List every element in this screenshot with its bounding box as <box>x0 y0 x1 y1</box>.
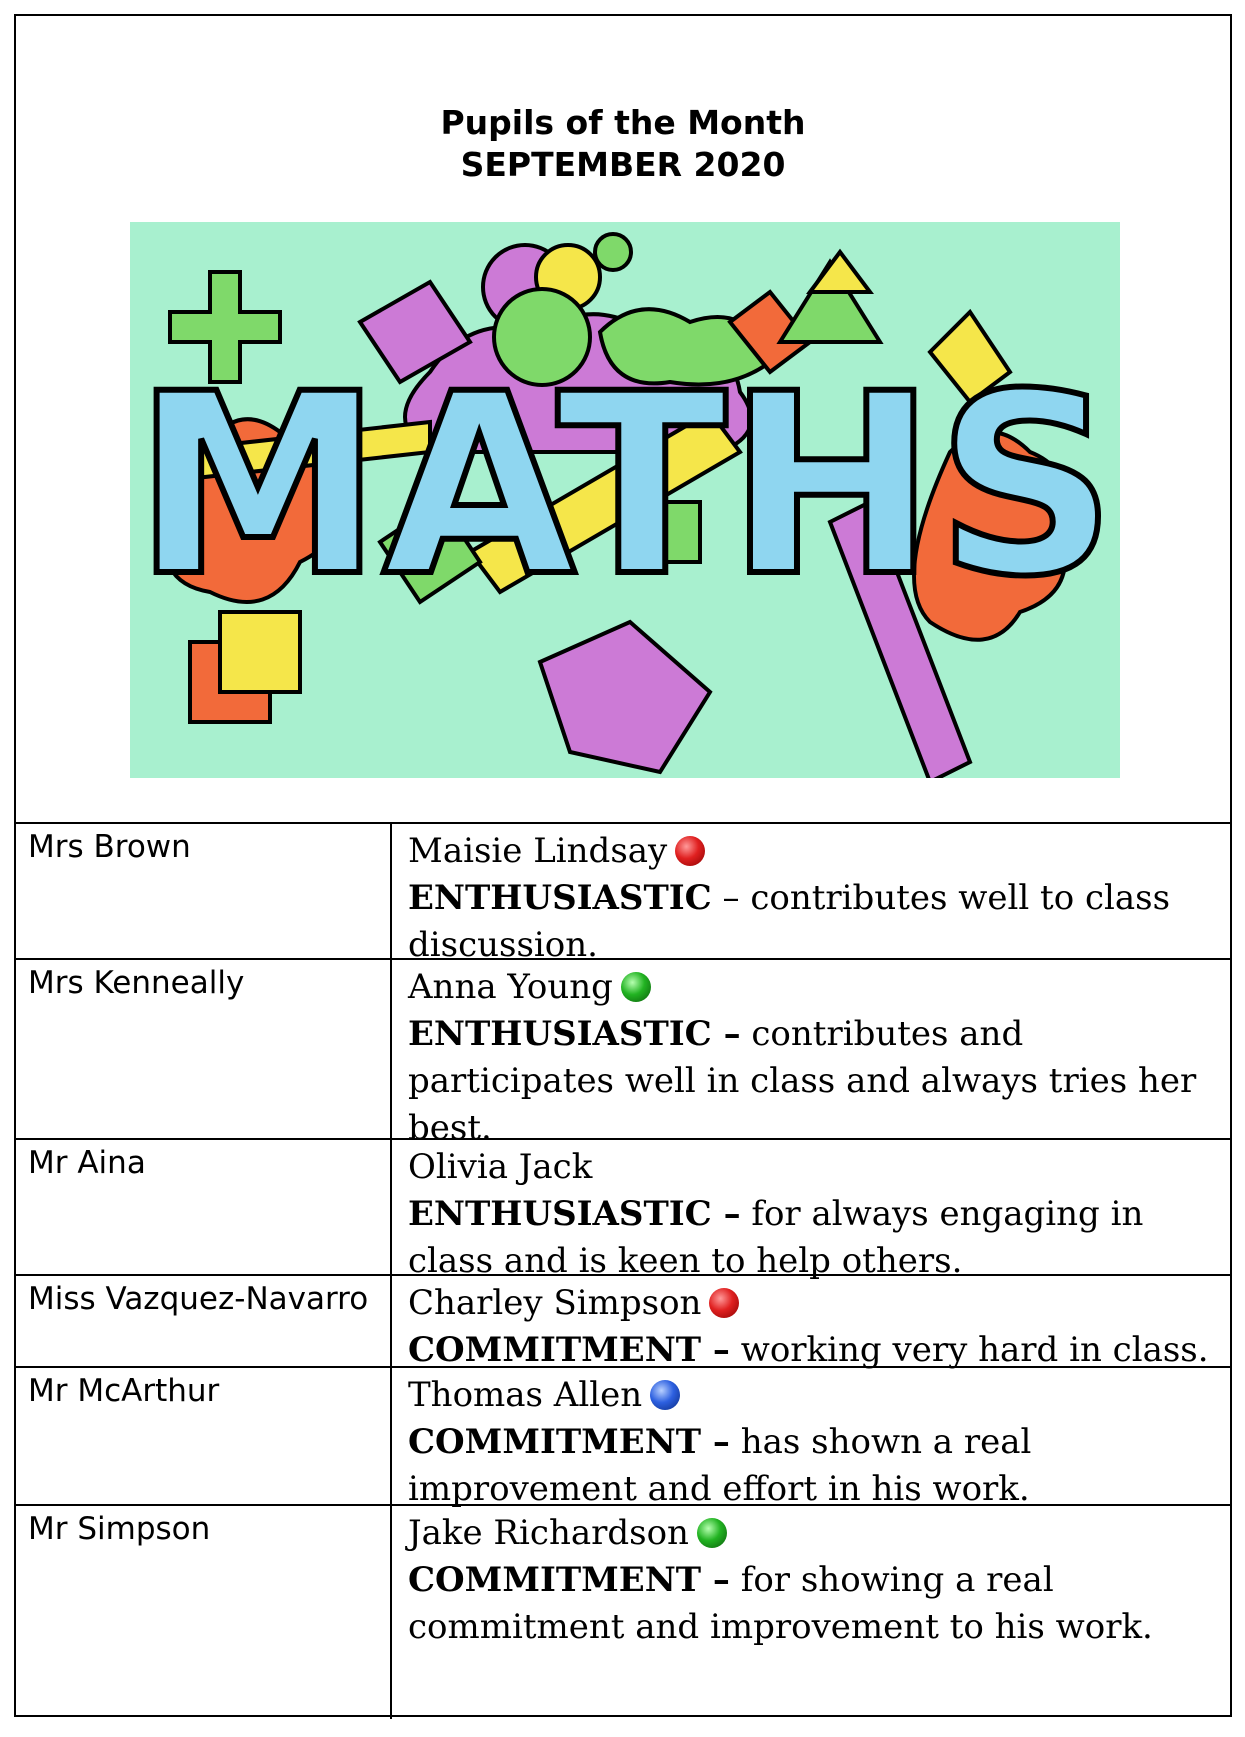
award-category: ENTHUSIASTIC <box>408 878 712 918</box>
award-comment: for always engaging in class and is keen to help others. <box>408 1194 1144 1281</box>
column-divider <box>390 960 392 1138</box>
page-title <box>16 102 1230 186</box>
pupil-cell <box>408 1144 1220 1285</box>
pupil-name-line <box>408 828 1220 875</box>
table-row <box>16 824 1230 965</box>
award-comment: contributes and participates well in class and always tries her best. <box>408 1014 1197 1148</box>
award-category: COMMITMENT – <box>408 1422 730 1462</box>
pupil-name: Thomas Allen <box>408 1375 643 1415</box>
pupils-of-the-month-sheet <box>14 14 1232 1717</box>
maths-doodle-art <box>130 222 1120 778</box>
table-row <box>16 960 1230 1148</box>
table-row <box>16 1276 1230 1368</box>
award-comment: working very hard in class. <box>729 1330 1209 1370</box>
teacher-name: Mrs Brown <box>28 829 191 865</box>
blue-dot-icon <box>650 1380 680 1410</box>
teacher-name: Mrs Kenneally <box>28 965 245 1001</box>
maths-illustration <box>130 222 1120 778</box>
column-divider <box>390 1506 392 1719</box>
pupil-cell <box>408 1280 1220 1374</box>
table-row <box>16 1368 1230 1509</box>
title-line-1: Pupils of the Month <box>440 103 806 142</box>
green-dot-icon <box>621 972 651 1002</box>
pupil-cell <box>408 1510 1220 1651</box>
column-divider <box>390 1140 392 1274</box>
teacher-name: Mr McArthur <box>28 1373 220 1409</box>
pupil-cell <box>408 1372 1220 1513</box>
award-category: ENTHUSIASTIC – <box>408 1014 741 1054</box>
pupil-name: Charley Simpson <box>408 1283 702 1323</box>
award-category: ENTHUSIASTIC – <box>408 1194 741 1234</box>
column-divider <box>390 1368 392 1504</box>
award-category: COMMITMENT – <box>408 1330 730 1370</box>
column-divider <box>390 1276 392 1366</box>
pupil-name-line <box>408 1372 1220 1419</box>
award-category: COMMITMENT – <box>408 1560 730 1600</box>
pupil-name: Jake Richardson <box>408 1513 689 1553</box>
pupil-cell <box>408 964 1220 1152</box>
teacher-name: Mr Simpson <box>28 1511 211 1547</box>
pupil-name: Anna Young <box>408 967 613 1007</box>
table-row <box>16 1140 1230 1281</box>
title-line-2: SEPTEMBER 2020 <box>460 145 786 184</box>
red-dot-icon <box>709 1288 739 1318</box>
column-divider <box>390 824 392 958</box>
teacher-name: Miss Vazquez-Navarro <box>28 1281 369 1317</box>
teacher-name: Mr Aina <box>28 1145 146 1181</box>
pupil-cell <box>408 828 1220 969</box>
green-dot-icon <box>697 1518 727 1548</box>
award-comment: for showing a real commitment and improvement to his work. <box>408 1560 1153 1647</box>
award-comment: has shown a real improvement and effort in his work. <box>408 1422 1032 1509</box>
table-row <box>16 1506 1230 1719</box>
pupil-name: Olivia Jack <box>408 1147 593 1187</box>
red-dot-icon <box>675 836 705 866</box>
award-comment: – contributes well to class discussion. <box>408 878 1171 965</box>
maths-word-art: MATHS <box>133 340 1117 631</box>
pupil-name-line <box>408 1280 1220 1327</box>
header-section <box>16 16 1230 824</box>
pupil-name-line <box>408 1510 1220 1557</box>
pupil-name-line <box>408 964 1220 1011</box>
pupil-name: Maisie Lindsay <box>408 831 668 871</box>
